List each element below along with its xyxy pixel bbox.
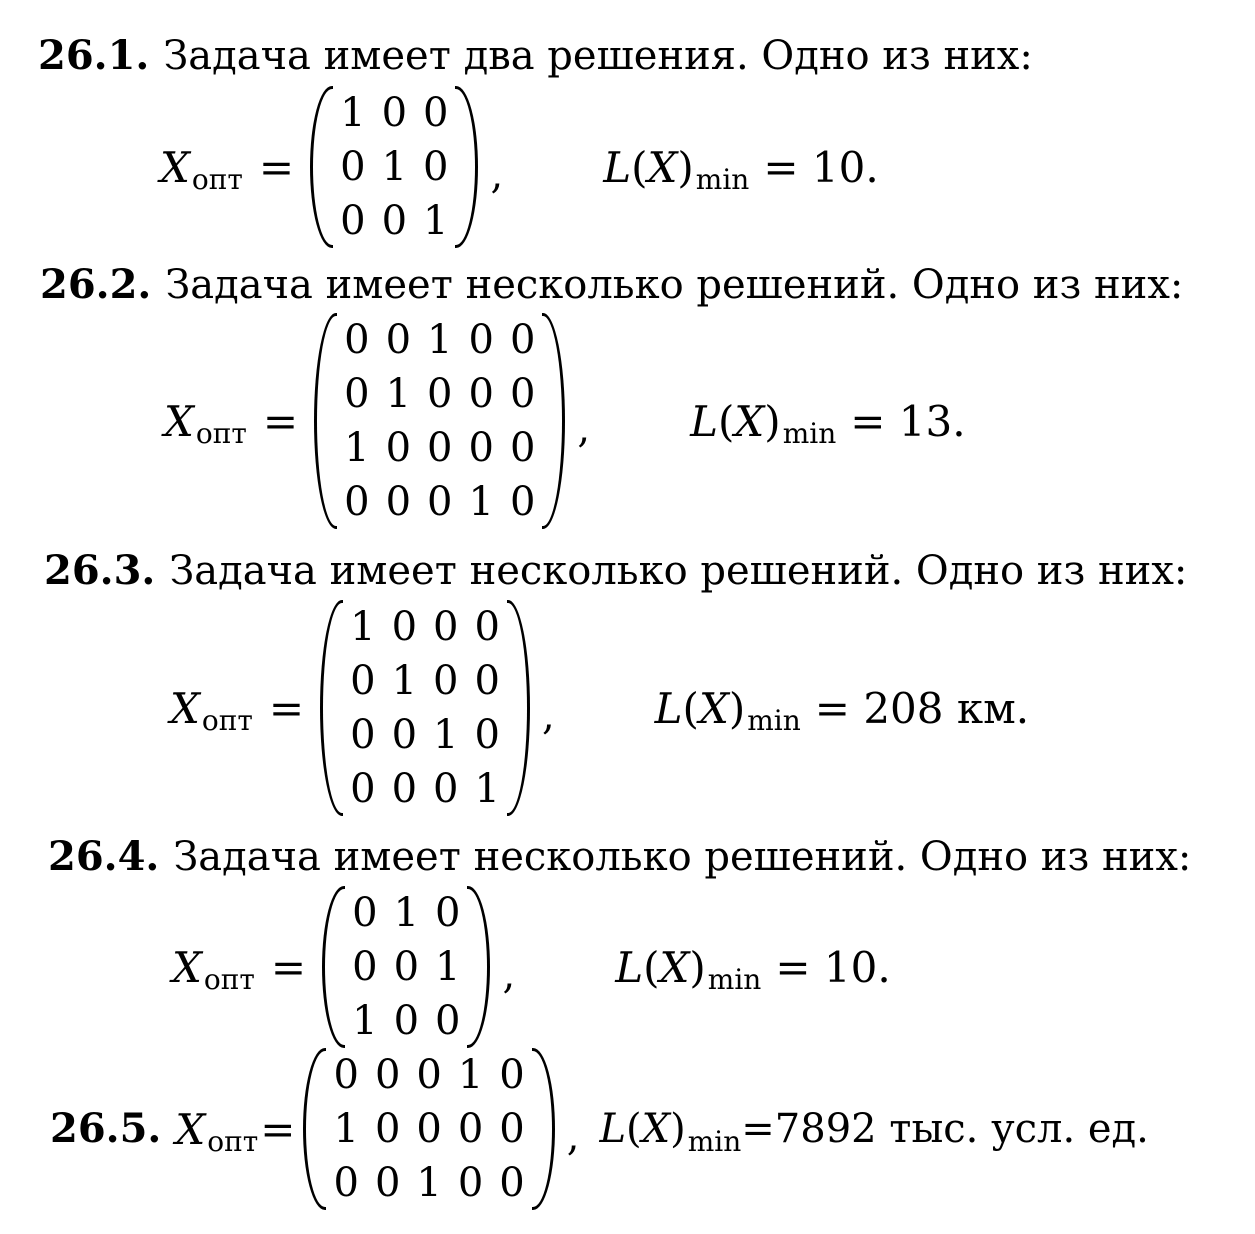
problem-heading bbox=[50, 1106, 175, 1152]
problem-heading bbox=[44, 548, 1187, 594]
matrix-cell: 0 bbox=[474, 712, 500, 758]
matrix-cell: 0 bbox=[435, 890, 461, 936]
l-var: X bbox=[659, 942, 690, 992]
left-paren bbox=[322, 886, 345, 1048]
l-func: L bbox=[654, 683, 683, 733]
matrix-cell: 0 bbox=[427, 371, 453, 417]
matrix-body bbox=[332, 86, 456, 248]
paren-open: ( bbox=[718, 396, 735, 446]
x-var: X bbox=[164, 396, 194, 446]
equals-sign: = bbox=[262, 396, 299, 446]
l-var: X bbox=[698, 683, 729, 733]
l-func: L bbox=[615, 942, 644, 992]
x-sub: опт bbox=[207, 1124, 259, 1158]
equation bbox=[160, 86, 879, 248]
matrix-cell: 0 bbox=[423, 144, 449, 190]
comma: , bbox=[577, 406, 591, 452]
left-paren bbox=[310, 86, 333, 248]
comma: , bbox=[502, 952, 516, 998]
problem-text: Задача имеет два решения. Одно из них: bbox=[163, 33, 1033, 79]
matrix-cell: 0 bbox=[433, 658, 459, 704]
l-min bbox=[654, 683, 1030, 737]
matrix-cell: 0 bbox=[509, 317, 536, 363]
matrix-cell: 1 bbox=[333, 1106, 359, 1152]
problem-number: 26.1. bbox=[38, 32, 150, 79]
left-paren bbox=[314, 313, 337, 529]
l-value: = 10. bbox=[763, 142, 879, 192]
problem-heading bbox=[38, 33, 1033, 79]
matrix-cell: 0 bbox=[499, 1160, 525, 1206]
problem-text: Задача имеет несколько решений. Одно из них: bbox=[165, 262, 1184, 308]
matrix-cell: 1 bbox=[381, 144, 408, 190]
l-min bbox=[615, 942, 891, 996]
matrix-cell: 1 bbox=[457, 1052, 484, 1098]
equals-sign: = bbox=[270, 942, 307, 992]
l-min bbox=[690, 396, 966, 450]
x-var: X bbox=[175, 1104, 206, 1154]
matrix-cell: 0 bbox=[416, 1106, 442, 1152]
matrix-cell: 0 bbox=[457, 1106, 484, 1152]
matrix-cell: 1 bbox=[474, 766, 500, 812]
matrix-cell: 1 bbox=[391, 658, 418, 704]
l-func: L bbox=[690, 396, 718, 446]
x-var: X bbox=[160, 142, 190, 192]
matrix-cell: 0 bbox=[427, 425, 453, 471]
problem-number: 26.5. bbox=[50, 1105, 162, 1152]
matrix-cell: 0 bbox=[433, 766, 459, 812]
matrix-cell: 1 bbox=[350, 604, 376, 650]
l-sub: min bbox=[782, 416, 837, 450]
matrix-cell: 0 bbox=[374, 1106, 401, 1152]
matrix-body bbox=[344, 886, 468, 1048]
l-sub: min bbox=[747, 703, 801, 737]
l-var: X bbox=[734, 396, 765, 446]
matrix-cell: 0 bbox=[423, 90, 449, 136]
right-paren bbox=[455, 86, 478, 248]
matrix bbox=[320, 600, 530, 816]
comma: , bbox=[566, 1114, 580, 1160]
equals-sign: = bbox=[258, 142, 295, 192]
l-value: =7892 тыс. усл. ед. bbox=[741, 1106, 1149, 1152]
x-opt bbox=[170, 683, 320, 737]
x-sub: опт bbox=[195, 416, 247, 450]
equation bbox=[50, 1048, 1149, 1210]
matrix-cell: 1 bbox=[340, 90, 366, 136]
matrix-cell: 0 bbox=[468, 317, 494, 363]
paren-open: ( bbox=[682, 683, 699, 733]
matrix-cell: 0 bbox=[427, 479, 453, 525]
matrix-cell: 0 bbox=[385, 425, 412, 471]
matrix-cell: 0 bbox=[433, 604, 459, 650]
matrix bbox=[303, 1048, 554, 1210]
matrix bbox=[314, 313, 565, 529]
matrix-cell: 1 bbox=[433, 712, 459, 758]
matrix bbox=[322, 886, 490, 1048]
matrix-cell: 0 bbox=[350, 766, 376, 812]
paren-close: ) bbox=[764, 396, 781, 446]
matrix-cell: 0 bbox=[344, 479, 370, 525]
matrix bbox=[310, 86, 478, 248]
matrix-cell: 0 bbox=[350, 712, 376, 758]
l-value: = 208 км. bbox=[814, 683, 1030, 733]
x-opt bbox=[164, 396, 314, 450]
matrix-cell: 0 bbox=[385, 479, 412, 525]
problem-number: 26.2. bbox=[40, 261, 152, 308]
paren-close: ) bbox=[728, 683, 746, 733]
problem-heading bbox=[48, 834, 1191, 880]
matrix-cell: 0 bbox=[499, 1106, 525, 1152]
matrix-cell: 1 bbox=[435, 944, 461, 990]
matrix-cell: 0 bbox=[344, 317, 370, 363]
matrix-cell: 0 bbox=[374, 1160, 401, 1206]
paren-close: ) bbox=[689, 942, 706, 992]
matrix-cell: 1 bbox=[468, 479, 494, 525]
left-paren bbox=[303, 1048, 326, 1210]
left-paren bbox=[320, 600, 343, 816]
equals-sign: = bbox=[268, 683, 305, 733]
matrix-cell: 0 bbox=[381, 198, 408, 244]
paren-close: ) bbox=[677, 142, 694, 192]
paren-close: ) bbox=[670, 1106, 686, 1152]
equation bbox=[172, 886, 891, 1048]
matrix-cell: 0 bbox=[385, 317, 412, 363]
l-value: = 13. bbox=[850, 396, 966, 446]
matrix-cell: 0 bbox=[393, 998, 420, 1044]
x-opt bbox=[175, 1104, 303, 1158]
l-func: L bbox=[603, 142, 632, 192]
l-var: X bbox=[641, 1106, 671, 1152]
matrix-cell: 0 bbox=[344, 371, 370, 417]
right-paren bbox=[507, 600, 530, 816]
right-paren bbox=[467, 886, 490, 1048]
paren-open: ( bbox=[643, 942, 660, 992]
matrix-cell: 0 bbox=[340, 144, 366, 190]
matrix-cell: 0 bbox=[340, 198, 366, 244]
matrix-cell: 0 bbox=[509, 479, 536, 525]
matrix-cell: 0 bbox=[374, 1052, 401, 1098]
l-value: = 10. bbox=[775, 942, 891, 992]
problem-number: 26.3. bbox=[44, 547, 156, 594]
matrix-cell: 1 bbox=[393, 890, 420, 936]
l-sub: min bbox=[695, 162, 750, 196]
x-sub: опт bbox=[191, 162, 243, 196]
matrix-cell: 0 bbox=[468, 371, 494, 417]
matrix-cell: 0 bbox=[457, 1160, 484, 1206]
matrix-cell: 0 bbox=[391, 766, 418, 812]
matrix-cell: 1 bbox=[427, 317, 453, 363]
equation bbox=[164, 313, 966, 529]
matrix-cell: 0 bbox=[352, 890, 378, 936]
matrix-cell: 0 bbox=[391, 712, 418, 758]
paren-open: ( bbox=[626, 1106, 642, 1152]
equation bbox=[170, 600, 1029, 816]
l-var: X bbox=[647, 142, 678, 192]
problem-number: 26.4. bbox=[48, 833, 160, 880]
matrix-body bbox=[336, 313, 543, 529]
x-var: X bbox=[172, 942, 202, 992]
matrix-cell: 0 bbox=[333, 1052, 359, 1098]
x-opt bbox=[160, 142, 310, 196]
matrix-cell: 0 bbox=[352, 944, 378, 990]
matrix-cell: 1 bbox=[385, 371, 412, 417]
matrix-cell: 0 bbox=[499, 1052, 525, 1098]
x-sub: опт bbox=[201, 703, 253, 737]
matrix-cell: 1 bbox=[352, 998, 378, 1044]
x-sub: опт bbox=[203, 962, 255, 996]
matrix-body bbox=[342, 600, 508, 816]
matrix-cell: 0 bbox=[468, 425, 494, 471]
matrix-cell: 0 bbox=[474, 658, 500, 704]
matrix-cell: 0 bbox=[393, 944, 420, 990]
paren-open: ( bbox=[631, 142, 648, 192]
matrix-cell: 0 bbox=[391, 604, 418, 650]
right-paren bbox=[542, 313, 565, 529]
matrix-cell: 0 bbox=[509, 425, 536, 471]
matrix-cell: 0 bbox=[435, 998, 461, 1044]
problem-heading bbox=[40, 262, 1183, 308]
matrix-cell: 1 bbox=[416, 1160, 442, 1206]
comma: , bbox=[541, 693, 555, 739]
l-sub: min bbox=[707, 962, 762, 996]
matrix-cell: 1 bbox=[344, 425, 370, 471]
x-var: X bbox=[170, 683, 200, 733]
l-sub: min bbox=[687, 1124, 742, 1158]
l-func: L bbox=[599, 1106, 627, 1152]
x-opt bbox=[172, 942, 322, 996]
equals-sign: = bbox=[260, 1104, 296, 1154]
matrix-cell: 1 bbox=[423, 198, 449, 244]
matrix-cell: 0 bbox=[350, 658, 376, 704]
l-min bbox=[603, 142, 879, 196]
l-min bbox=[599, 1106, 1149, 1158]
problem-text: Задача имеет несколько решений. Одно из них: bbox=[173, 834, 1192, 880]
matrix-cell: 0 bbox=[333, 1160, 359, 1206]
matrix-cell: 0 bbox=[474, 604, 500, 650]
matrix-cell: 0 bbox=[416, 1052, 442, 1098]
comma: , bbox=[490, 152, 504, 198]
right-paren bbox=[532, 1048, 555, 1210]
matrix-cell: 0 bbox=[381, 90, 408, 136]
matrix-body bbox=[325, 1048, 532, 1210]
problem-text: Задача имеет несколько решений. Одно из них: bbox=[169, 548, 1188, 594]
matrix-cell: 0 bbox=[509, 371, 536, 417]
